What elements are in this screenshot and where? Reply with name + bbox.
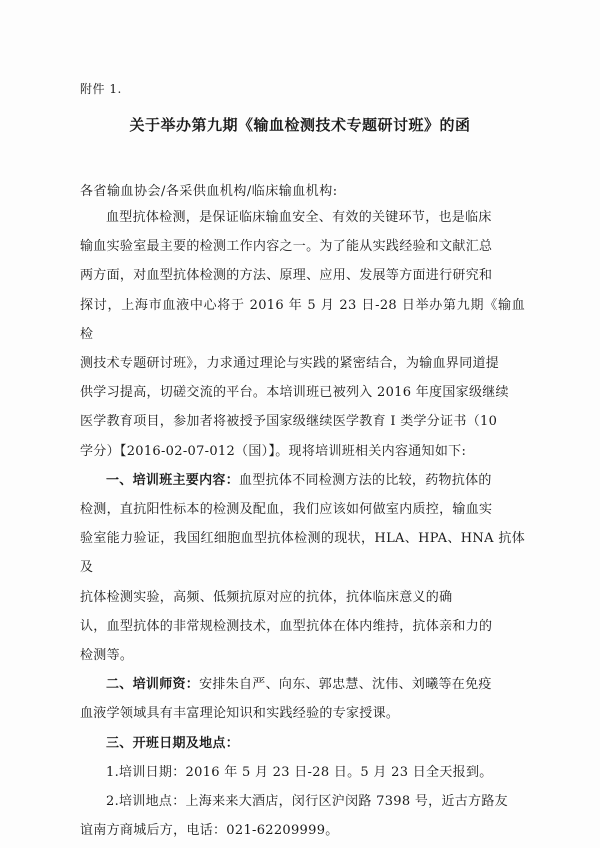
section1-heading: 一、培训班主要内容： <box>106 472 240 488</box>
section-date-location <box>80 729 525 846</box>
section1-line: 认，血型抗体的非常规检测技术，血型抗体在体内维持，抗体亲和力的 <box>80 618 493 634</box>
intro-line: 探讨，上海市血液中心将于 2016 年 5 月 23 日-28 日举办第九期《输血检 <box>80 297 525 342</box>
intro-line: 供学习提高，切磋交流的平台。本培训班已被列入 2016 年度国家级继续 <box>80 385 509 401</box>
section2-first-line-text: 安排朱自严、向东、郭忠慧、沈伟、刘曦等在免疫 <box>199 677 492 693</box>
intro-line: 输血实验室最主要的检测工作内容之一。为了能从实践经验和文献汇总 <box>80 239 493 255</box>
attachment-label: 附件 1. <box>80 82 122 96</box>
section1-line: 检测，直抗阳性标本的检测及配血，我们应该如何做室内质控，输血实 <box>80 502 493 518</box>
section2-heading: 二、培训师资： <box>106 677 200 693</box>
section-main-content <box>80 466 525 670</box>
document-title: 关于举办第九期《输血检测技术专题研讨班》的函 <box>129 116 471 134</box>
section-instructors <box>80 670 525 728</box>
intro-paragraph <box>80 203 525 466</box>
intro-line: 学分）【2016-02-07-012（国）】。现将培训班相关内容通知如下: <box>80 443 467 459</box>
intro-line: 两方面，对血型抗体检测的方法、原理、应用、发展等方面进行研究和 <box>80 268 493 284</box>
intro-line: 医学教育项目，参加者将被授予国家级继续医学教育 I 类学分证书（10 <box>80 414 498 430</box>
training-location-cont: 谊南方商城后方，电话：021-62209999。 <box>80 823 339 839</box>
section3-heading-line <box>80 729 525 758</box>
intro-line: 血型抗体检测，是保证临床输血安全、有效的关键环节，也是临床 <box>106 210 492 225</box>
training-location: 2.培训地点：上海来来大酒店，闵行区沪闵路 7398 号，近古方路友 <box>106 794 508 810</box>
section1-line: 检测等。 <box>80 648 134 664</box>
section2-line: 血液学领域具有丰富理论知识和实践经验的专家授课。 <box>80 706 400 722</box>
section1-first-line-text: 血型抗体不同检测方法的比较，药物抗体的 <box>239 472 492 488</box>
section1-line: 抗体检测实验，高频、低频抗原对应的抗体，抗体临床意义的确 <box>80 589 453 605</box>
intro-line: 测技术专题研讨班》，力求通过理论与实践的紧密结合，为输血界同道提 <box>80 356 500 372</box>
section2-first-line <box>80 670 525 699</box>
salutation: 各省输血协会/各采供血机构/临床输血机构: <box>80 184 338 199</box>
section1-line: 验室能力验证，我国红细胞血型抗体检测的现状，HLA、HPA、HNA 抗体及 <box>80 531 525 576</box>
document-body <box>80 203 525 845</box>
section3-heading: 三、开班日期及地点： <box>106 735 240 751</box>
training-date: 1.培训日期：2016 年 5 月 23 日-28 日。5 月 23 日全天报到。 <box>106 764 493 780</box>
section1-first-line <box>80 466 525 495</box>
